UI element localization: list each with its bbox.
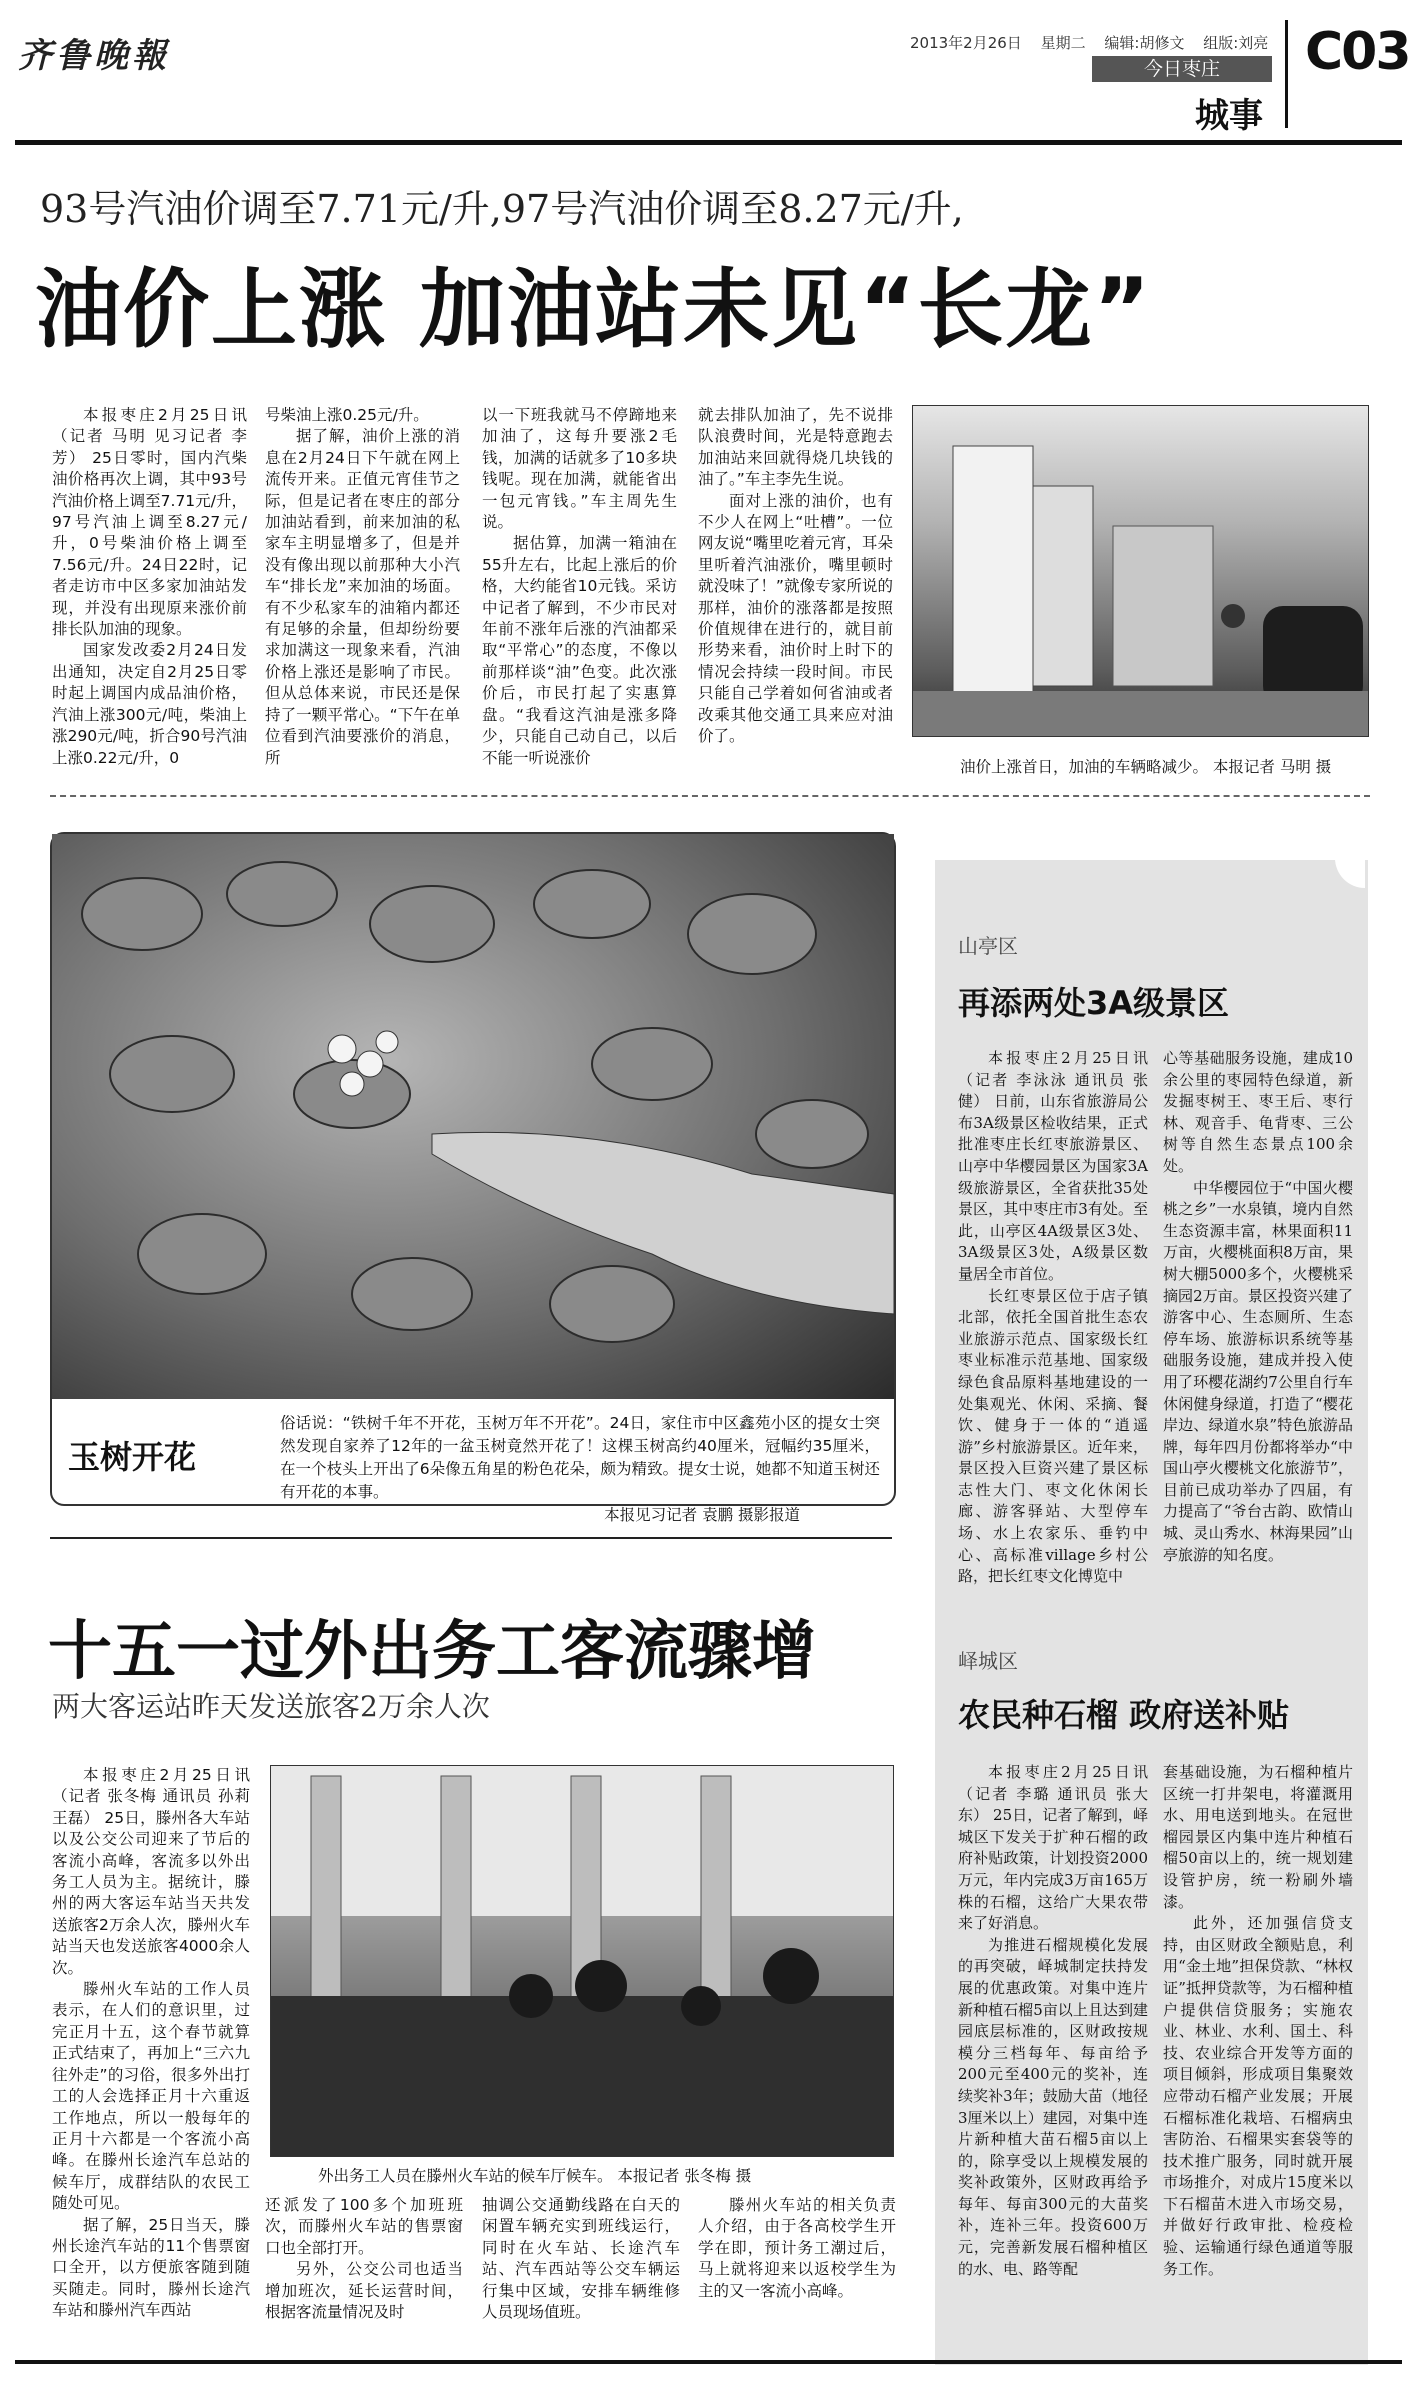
story1-col4-p2: 面对上涨的油价，也有不少人在网上“吐槽”。一位网友说“嘴里吃着元宵，耳朵里听着汽油涨价，嘴里顿时就没味了！”就像专家所说的那样，油价的涨落都是按照价值规律在进行的，就目前形势来看，油价时上时下的情况会持续一段时间。市民只能自己学着如何省油或者改乘其他交通工具来应对油价了。: [698, 491, 893, 746]
sidebar-item2-col2-p2: 此外，还加强信贷支持，由区财政全额贴息，利用“金土地”担保贷款、“林权证”抵押贷款等，为石榴种植户提供信贷服务；实施农业、林业、水利、国土、科技、农业综合开发等方面的项目倾斜，形成项目集聚效应带动石榴产业发展；开展石榴标准化栽培、石榴病虫害防治、石榴果实套袋等的技术推广服务，同时就开展市场推介，对成片15度米以下石榴苗木进入市场交易，并做好行政审批、检疫检验、运输通行绿色通道等服务工作。: [1163, 1914, 1353, 2278]
sidebar-item1-col1-p1: 本报枣庄2月25日讯（记者 李泳泳 通讯员 张健） 日前，山东省旅游局公布3A级景区检收结果，正式批准枣庄长红枣旅游景区、山亭中华樱园景区为国家3A级旅游景区，全省获批35处景区，其中枣庄市3有处。至此，山亭区4A级景区3处、3A级景区3处，A级景区数量居全市首位。: [958, 1049, 1148, 1283]
story2-deck: 两大客运站昨天发送旅客2万余人次: [52, 1690, 490, 1723]
page-number: C03: [1305, 22, 1410, 82]
issue-date: 2013年2月26日: [910, 34, 1022, 52]
sidebar-item2-col2-p1: 套基础设施，为石榴种植片区统一打井架电，将灌溉用水、用电送到地头。在冠世榴园景区内集中连片种植石榴50亩以上的，统一规划建设管护房，统一粉刷外墙漆。: [1163, 1763, 1353, 1911]
story2-col3-p1: 抽调公交通勤线路在白天的闲置车辆充实到班线运行，同时在火车站、长途汽车站、汽车西站等公交车辆运行集中区域，安排车辆维修人员现场值班。: [482, 2196, 680, 2322]
sidebar-item2-kicker: 峄城区: [958, 1649, 1018, 1673]
header-meta: [910, 32, 1282, 53]
train-station-illustration: [271, 1766, 893, 2156]
jade-tree-illustration: [52, 834, 894, 1399]
story1-bottom-rule: [50, 795, 1370, 797]
story1-col4-p1: 就去排队加油了，先不说排队浪费时间，光是特意跑去加油站来回就得烧几块钱的油了。”车主李先生说。: [698, 406, 893, 489]
story1-col1-p2: 国家发改委2月24日发出通知，决定自2月25日零时起上调国内成品油价格，汽油上涨300元/吨，柴油上涨290元/吨，折合90号汽油上涨0.22元/升，0: [52, 641, 247, 767]
sidebar-item2-col1-p1: 本报枣庄2月25日讯（记者 李璐 通讯员 张大东） 25日，记者了解到，峄城区下发关于扩种石榴的政府补贴政策，计划投资2000万元，年内完成3万亩165万株的石榴，这给广大果农带来了好消息。: [958, 1763, 1148, 1933]
sidebar-item2-col1: [958, 1762, 1148, 2280]
story2-col1-p1: 本报枣庄2月25日讯（记者 张冬梅 通讯员 孙莉 王磊） 25日，滕州各大车站以及公交公司迎来了节后的客流小高峰，客流多以外出务工人员为主。据统计，滕州的两大客运车站当天共发送旅客2万余人次，滕州火车站当天也发送旅客4000余人次。: [52, 1766, 250, 1977]
feature-body: 俗话说：“铁树千年不开花，玉树万年不开花”。24日，家住市中区鑫苑小区的提女士突然发现自家养了12年的一盆玉树竟然开花了！这棵玉树高约40厘米，冠幅约35厘米，在一个枝头上开出了6朵像五角星的粉色花朵，颇为精致。提女士说，她都不知道玉树还有开花的本事。: [280, 1414, 880, 1501]
story2-col1-p3: 据了解，25日当天，滕州长途汽车站的11个售票窗口全开，以方便旅客随到随买随走。同时，滕州长途汽车站和滕州汽车西站: [52, 2215, 250, 2320]
sidebar-item2-col2: [1163, 1762, 1353, 2280]
sidebar-item2-headline: 农民种石榴 政府送补贴: [958, 1696, 1290, 1734]
story2-column-3: [482, 2195, 680, 2323]
feature-text: [280, 1412, 880, 1527]
sidebar-item1-col1-p2: 长红枣景区位于店子镇北部，依托全国首批生态农业旅游示范点、国家级长红枣业标准示范基地、国家级绿色食品原料基地建设的一处集观光、休闲、采摘、餐饮、健身于一体的“逍遥游”乡村旅游景区。近年来，景区投入巨资兴建了景区标志性大门、枣文化休闲长廊、游客驿站、大型停车场、水上农家乐、垂钓中心、高标准village乡村公路，把长红枣文化博览中: [958, 1286, 1148, 1586]
story1-column-1: [52, 405, 247, 769]
section-tag: 今日枣庄: [1092, 56, 1272, 82]
story2-col1-p2: 滕州火车站的工作人员表示，在人们的意识里，过完正月十五，这个春节就算正式结束了，再加上“三六九往外走”的习俗，很多外出打工的人会选择正月十六重返工作地点，所以一般每年的正月十六都是一个客流小高峰。在滕州长途汽车总站的候车厅，成群结队的农民工随处可见。: [52, 1980, 250, 2213]
top-rule: [15, 140, 1402, 145]
story2-column-1: [52, 1765, 250, 2322]
story1-column-3: [482, 405, 677, 769]
feature-box: [50, 832, 896, 1524]
sidebar-item1-col2: [1163, 1048, 1353, 1566]
layout-credit: 组版:刘亮: [1203, 34, 1269, 52]
story2-column-4: [698, 2195, 896, 2302]
train-station-photo: [270, 1765, 894, 2157]
story1-col2-p1: 号柴油上涨0.25元/升。: [265, 406, 429, 424]
feature-credit: 本报见习记者 袁鹏 摄影报道: [604, 1506, 800, 1524]
sidebar-item1-col1: [958, 1048, 1148, 1588]
story1-deck: 93号汽油价调至7.71元/升,97号汽油价调至8.27元/升,: [40, 187, 964, 231]
story2-col4-p1: 滕州火车站的相关负责人介绍，由于各高校学生开学在即，预计务工潮过后，马上就将迎来以返校学生为主的又一客流小高峰。: [698, 2196, 896, 2300]
sidebar-item1-headline: 再添两处3A级景区: [958, 984, 1230, 1022]
jade-tree-photo: [52, 834, 894, 1399]
story2-top-rule: [50, 1537, 892, 1539]
newspaper-logo: 齐鲁晚報: [18, 36, 170, 76]
editor-credit: 编辑:胡修文: [1104, 34, 1185, 52]
story2-headline: 十五一过外出务工客流骤增: [48, 1615, 816, 1689]
story2-col2-p2: 另外，公交公司也适当增加班次，延长运营时间，根据客流量情况及时: [265, 2260, 463, 2322]
story1-col3-p1: 以一下班我就马不停蹄地来加油了，这每升要涨2毛钱，加满的话就多了10多块钱呢。现在加满，就能省出一包元宵钱。”车主周先生说。: [482, 406, 677, 532]
story2-column-2: [265, 2195, 463, 2323]
story1-headline: 油价上涨 加油站未见“长龙”: [35, 260, 1152, 360]
section-name: 城事: [1195, 96, 1263, 136]
sidebar-item2-col1-p2: 为推进石榴规模化发展的再突破，峄城制定扶持发展的优惠政策。对集中连片新种植石榴5亩以上且达到建园底层标准的，区财政按规模分三档每年、每亩给予200元至400元的奖补，连续奖补3年；鼓励大苗（地径3厘米以上）建园，对集中连片新种植大苗石榴5亩以上的，除享受以上规模发展的奖补政策外，区财政再给予每年、每亩300元的大苗奖补，连补三年。投资600万元，完善新发展石榴种植区的水、电、路等配: [958, 1935, 1148, 2278]
story1-col3-p2: 据估算，加满一箱油在55升左右，比起上涨后的价格，大约能省10元钱。采访中记者了解到，不少市民对年前不涨年后涨的汽油都采取“平常心”的态度，不像以前那样谈“油”色变。此次涨价后，市民打起了实惠算盘。“我看这汽油是涨多降少，只能自己动自己，以后不能一听说涨价: [482, 534, 677, 767]
header-divider: [1285, 20, 1288, 128]
sidebar-item1-col2-p2: 中华樱园位于“中国火樱桃之乡”一水泉镇，境内自然生态资源丰富，林果面积11万亩，火樱桃面积8万亩，果树大棚5000多个，火樱桃采摘园2万亩。景区投资兴建了游客中心、生态厕所、生态停车场、旅游标识系统等基础服务设施，建成并投入使用了环樱花湖约7公里自行车休闲健身绿道，打造了“樱花岸边、绿道水泉”特色旅游品牌，每年四月份都将举办“中国山亭火樱桃文化旅游节”，目前已成功举办了四届，有力提高了“爷台古韵、欧情山城、灵山秀水、林海果园”山亭旅游的知名度。: [1163, 1178, 1353, 1564]
bottom-rule: [15, 2360, 1402, 2364]
story1-col2-p2: 据了解，油价上涨的消息在2月24日下午就在网上流传开来。正值元宵佳节之际，但是记者在枣庄的部分加油站看到，前来加油的私家车主明显增多了，但是并没有像出现以前那种大小汽车“排长龙”来加油的场面。有不少私家车的油箱内都还有足够的余量，但却纷纷要求加满这一现象来看，汽油价格上涨还是影响了市民。但从总体来说，市民还是保持了一颗平常心。“下午在单位看到汽油要涨价的消息，所: [265, 427, 460, 767]
train-station-caption: 外出务工人员在滕州火车站的候车厅候车。 本报记者 张冬梅 摄: [318, 2167, 752, 2185]
story2-col2-p1: 还派发了100多个加班班次，而滕州火车站的售票窗口也全部打开。: [265, 2196, 463, 2257]
gas-station-photo: [912, 405, 1369, 737]
feature-title: 玉树开花: [68, 1438, 197, 1476]
story1-column-4: [698, 405, 893, 748]
sidebar-item1-kicker: 山亭区: [958, 934, 1018, 958]
gas-station-caption: 油价上涨首日，加油的车辆略减少。 本报记者 马明 摄: [960, 758, 1332, 776]
gas-station-illustration: [913, 406, 1368, 736]
story1-column-2: [265, 405, 460, 769]
sidebar-item1-col2-p1: 心等基础服务设施，建成10余公里的枣园特色绿道，新发掘枣树王、枣王后、枣行林、观音手、龟背枣、三公树等自然生态景点100余处。: [1163, 1049, 1353, 1175]
issue-weekday: 星期二: [1040, 34, 1086, 52]
story1-col1-p1: 本报枣庄2月25日讯（记者 马明 见习记者 李芳） 25日零时，国内汽柴油价格再次上调，其中93号汽油价格上调至7.71元/升，97号汽油上调至8.27元/升，0号柴油价格上调至7.56元/升。24日22时，记者走访市中区多家加油站发现，并没有出现原来涨价前排长队加油的现象。: [52, 406, 247, 639]
